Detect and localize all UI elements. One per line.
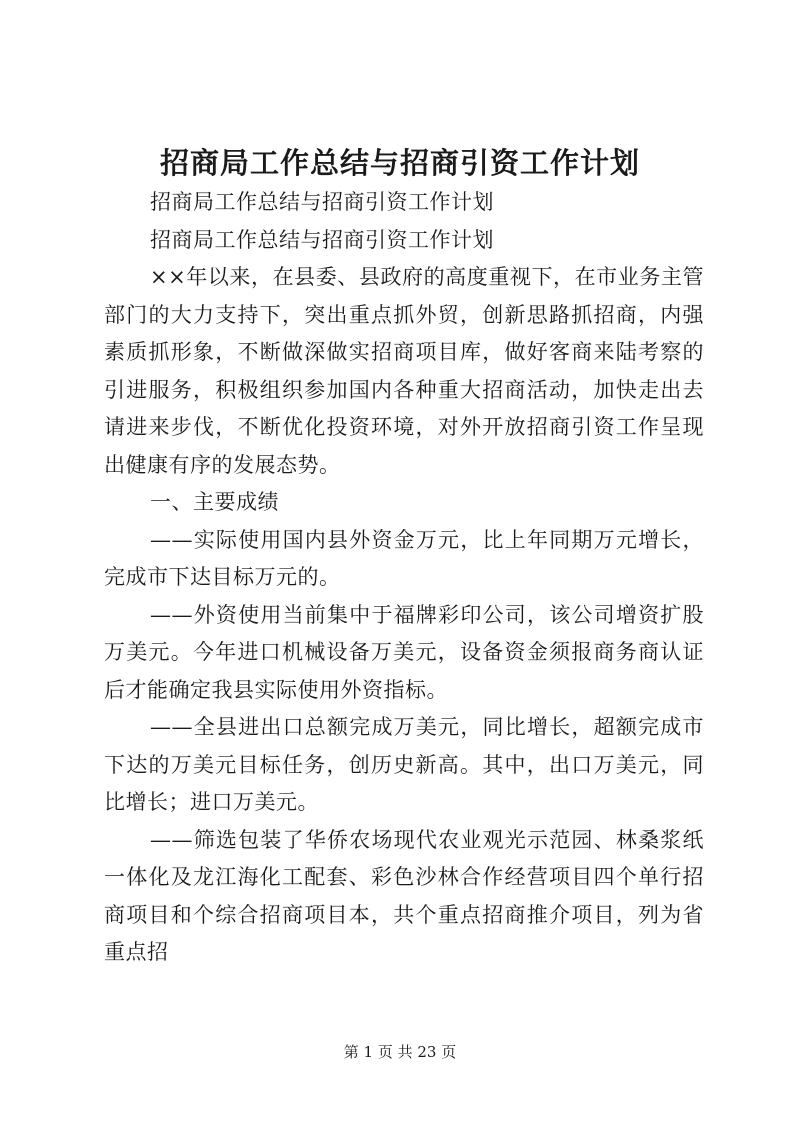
achievement-paragraph-4: ——筛选包装了华侨农场现代农业观光示范园、林桑浆纸一体化及龙江海化工配套、彩色沙林合作经营项目四个单行招商项目和个综合招商项目本，共个重点招商推介项目，列为省重点招 <box>104 827 704 964</box>
page-number-footer: 第 1 页 共 23 页 <box>343 1043 457 1061</box>
subtitle-line-1: 招商局工作总结与招商引资工作计划 <box>150 190 494 214</box>
document-title: 招商局工作总结与招商引资工作计划 <box>159 146 640 180</box>
intro-paragraph: ××年以来，在县委、县政府的高度重视下，在市业务主管部门的大力支持下，突出重点抓外贸，创新思路抓招商，内强素质抓形象，不断做深做实招商项目库，做好客商来陆考察的引进服务，积极组织参加国内各种重大招商活动，加快走出去请进来步伐，不断优化投资环境，对外开放招商引资工作呈现出健康有序的发展态势。 <box>104 265 704 477</box>
subtitle-line-2: 招商局工作总结与招商引资工作计划 <box>150 227 494 252</box>
achievement-paragraph-2: ——外资使用当前集中于福牌彩印公司，该公司增资扩股万美元。今年进口机械设备万美元，设备资金须报商务商认证后才能确定我县实际使用外资指标。 <box>104 602 704 702</box>
achievement-paragraph-3: ——全县进出口总额完成万美元，同比增长，超额完成市下达的万美元目标任务，创历史新高。其中，出口万美元，同比增长；进口万美元。 <box>104 715 704 814</box>
document-body <box>104 184 704 972</box>
section-heading: 一、主要成绩 <box>150 490 279 514</box>
achievement-paragraph-1: ——实际使用国内县外资金万元，比上年同期万元增长，完成市下达目标万元的。 <box>104 527 704 589</box>
